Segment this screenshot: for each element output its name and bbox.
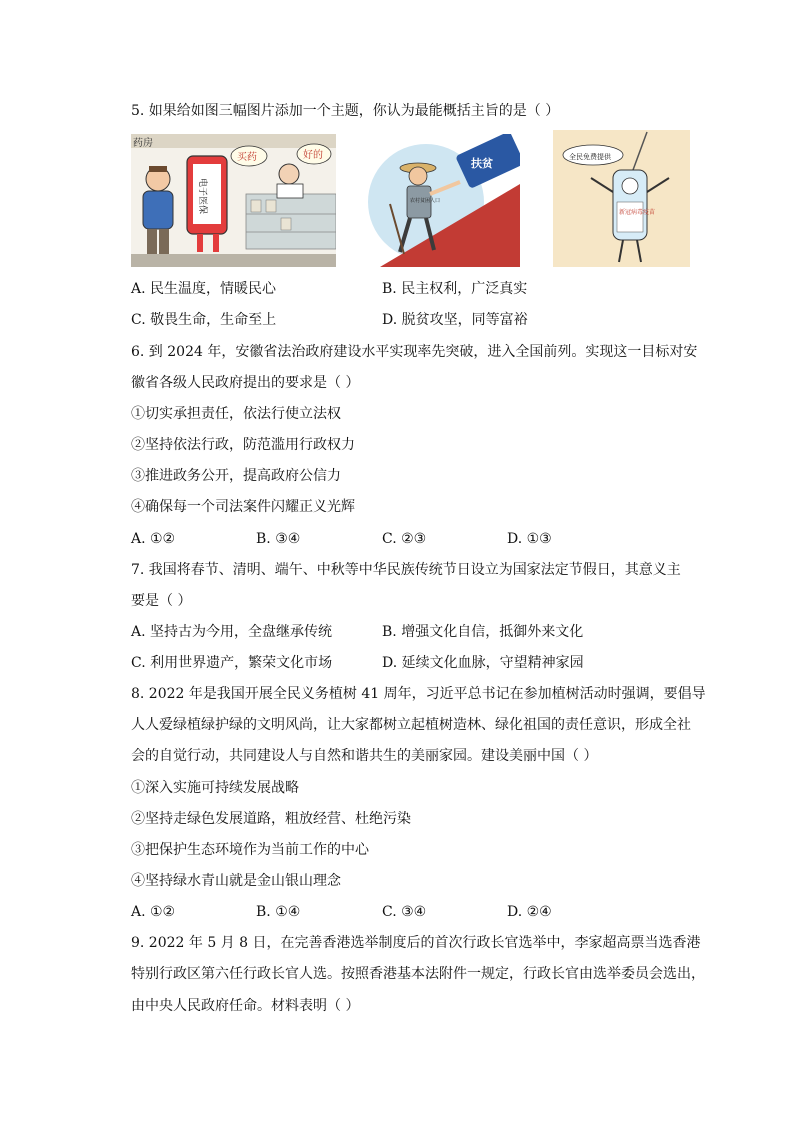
q7-stem-line2: 要是（ ） xyxy=(131,593,192,609)
q6-option-d[interactable]: D. ①③ xyxy=(507,531,552,547)
q7-option-b[interactable]: B. 增强文化自信，抵御外来文化 xyxy=(382,624,584,640)
q9-stem-line2: 特别行政区第六任行政长官人选。按照香港基本法附件一规定，行政长官由选举委员会选出， xyxy=(131,966,705,982)
bubble-buy: 买药 xyxy=(237,152,257,163)
cartoon-free-vaccine xyxy=(553,130,690,267)
q7-stem-line1: 7. 我国将春节、清明、端午、中秋等中华民族传统节日设立为国家法定节假日，其意义主 xyxy=(131,562,681,578)
vial-text: 新冠病毒疫苗 xyxy=(619,209,656,216)
q7-option-a[interactable]: A. 坚持古为今用，全盘继承传统 xyxy=(131,624,333,640)
q8-option-c[interactable]: C. ③④ xyxy=(382,904,427,920)
q8-stem-line3: 会的自觉行动，共同建设人与自然和谐共生的美丽家园。建设美丽中国（ ） xyxy=(131,748,598,764)
q6-option-c[interactable]: C. ②③ xyxy=(382,531,427,547)
q6-stem-line1: 6. 到 2024 年，安徽省法治政府建设水平实现率先突破，进入全国前列。实现这一目标对安 xyxy=(131,344,698,360)
phone-text: 电子医保 xyxy=(197,178,207,215)
q6-item-2: ②坚持依法行政，防范滥用行政权力 xyxy=(131,437,355,453)
q7-option-c[interactable]: C. 利用世界遗产，繁荣文化市场 xyxy=(131,655,333,671)
q5-stem: 5. 如果给如图三幅图片添加一个主题，你认为最能概括主旨的是（ ） xyxy=(131,103,560,119)
cartoon-medical-insurance xyxy=(131,134,336,267)
q8-stem-line2: 人人爱绿植绿护绿的文明风尚，让大家都树立起植树造林、绿化祖国的责任意识，形成全社 xyxy=(131,717,691,733)
q8-option-a[interactable]: A. ①② xyxy=(131,904,176,920)
q5-option-b[interactable]: B. 民主权利，广泛真实 xyxy=(382,281,528,297)
q9-stem-line3: 由中央人民政府任命。材料表明（ ） xyxy=(131,998,360,1014)
banner-text: 全民免费提供 xyxy=(569,153,611,161)
shirt-text: 农村贫困人口 xyxy=(410,198,441,204)
q8-item-3: ③把保护生态环境作为当前工作的中心 xyxy=(131,842,369,858)
q8-option-d[interactable]: D. ②④ xyxy=(507,904,552,920)
q6-option-a[interactable]: A. ①② xyxy=(131,531,176,547)
store-sign: 药房 xyxy=(133,138,153,149)
q8-item-2: ②坚持走绿色发展道路，粗放经营、杜绝污染 xyxy=(131,811,411,827)
q5-option-a[interactable]: A. 民生温度，情暖民心 xyxy=(131,281,277,297)
q6-item-1: ①切实承担责任，依法行使立法权 xyxy=(131,406,341,422)
q8-item-4: ④坚持绿水青山就是金山银山理念 xyxy=(131,873,341,889)
q5-option-d[interactable]: D. 脱贫攻坚，同等富裕 xyxy=(382,312,528,328)
q9-stem-line1: 9. 2022 年 5 月 8 日，在完善香港选举制度后的首次行政长官选举中，李家超高票当选香港 xyxy=(131,935,701,951)
q6-item-3: ③推进政务公开，提高政府公信力 xyxy=(131,468,341,484)
sign-text: 扶贫 xyxy=(471,157,493,170)
q7-option-d[interactable]: D. 延续文化血脉，守望精神家园 xyxy=(382,655,584,671)
cartoon-poverty-alleviation xyxy=(360,134,520,267)
q6-stem-line2: 徽省各级人民政府提出的要求是（ ） xyxy=(131,375,360,391)
q5-option-c[interactable]: C. 敬畏生命，生命至上 xyxy=(131,312,277,328)
q8-stem-line1: 8. 2022 年是我国开展全民义务植树 41 周年，习近平总书记在参加植树活动时强调，要倡导 xyxy=(131,686,706,702)
bubble-ok: 好的 xyxy=(303,150,323,161)
q6-option-b[interactable]: B. ③④ xyxy=(256,531,301,547)
q6-item-4: ④确保每一个司法案件闪耀正义光辉 xyxy=(131,499,355,515)
q8-item-1: ①深入实施可持续发展战略 xyxy=(131,780,299,796)
q8-option-b[interactable]: B. ①④ xyxy=(256,904,301,920)
